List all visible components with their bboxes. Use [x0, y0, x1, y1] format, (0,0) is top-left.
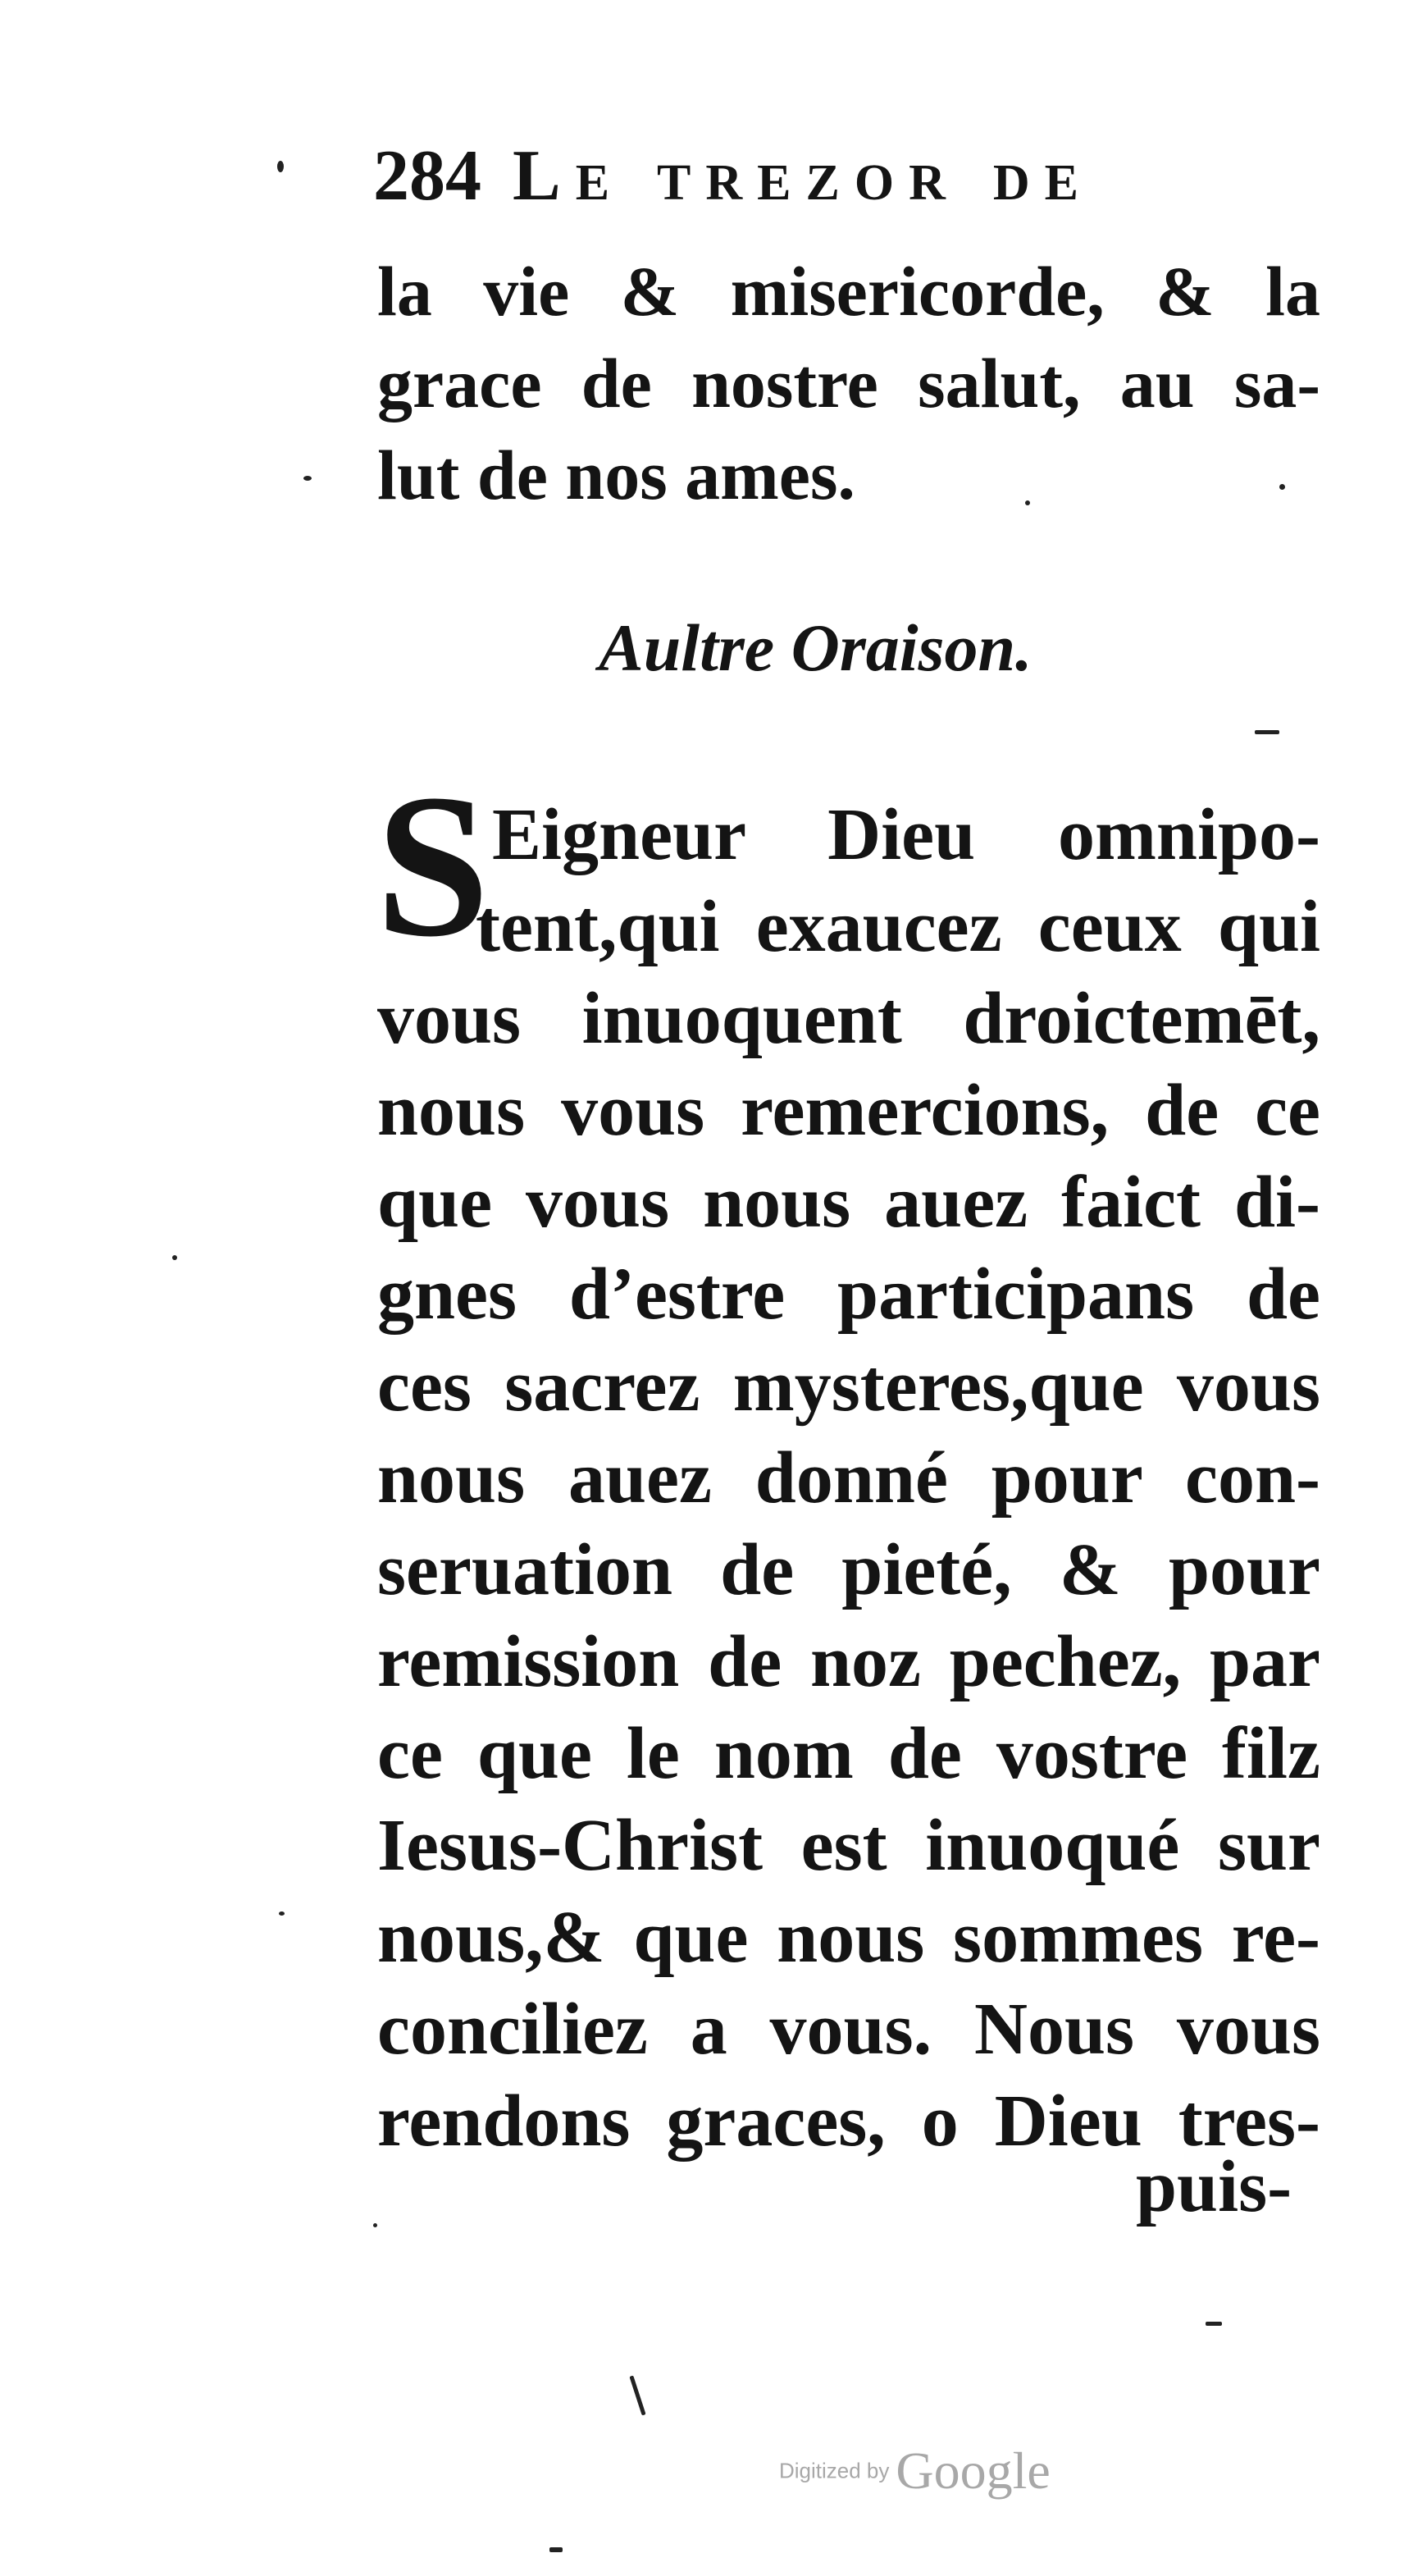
ink-speck	[303, 476, 312, 481]
google-logo: Google	[896, 2441, 1051, 2500]
page-number: 284	[373, 136, 481, 216]
ink-speck	[172, 1255, 177, 1260]
digitized-watermark	[779, 2441, 1051, 2501]
ink-speck	[279, 1911, 285, 1916]
text-line: ces sacrez mysteres,que vous	[377, 1345, 1320, 1427]
text-line: rendons graces, o Dieu tres-	[377, 2080, 1320, 2162]
ink-speck	[1025, 500, 1030, 505]
digitized-by-text: Digitized by	[779, 2458, 890, 2483]
ink-speck	[1206, 2322, 1222, 2326]
text-line: Eigneur Dieu omnipo-	[492, 794, 1320, 875]
text-line: la vie & misericorde, & la	[377, 252, 1320, 331]
ink-speck	[277, 161, 284, 172]
ink-speck	[629, 2375, 645, 2415]
text-line: remission de noz pechez, par	[377, 1621, 1320, 1702]
text-line: gnes d’estre participans de	[377, 1254, 1320, 1335]
ink-speck	[373, 2223, 377, 2227]
text-line: vous inuoquent droictemēt,	[377, 978, 1320, 1059]
text-line: nous,& que nous sommes re-	[377, 1897, 1320, 1978]
ink-speck	[1255, 730, 1279, 734]
text-line: nous auez donné pour con-	[377, 1437, 1320, 1519]
text-line: nous vous remercions, de ce	[377, 1070, 1320, 1151]
text-line: tent,qui exaucez ceux qui	[476, 886, 1320, 967]
text-line: que vous nous auez faict di-	[377, 1162, 1320, 1243]
text-line: seruation de pieté, & pour	[377, 1529, 1320, 1610]
ink-speck	[1279, 484, 1285, 490]
drop-cap: S	[376, 752, 490, 980]
running-title: Le trezor de	[513, 136, 1094, 216]
text-line: conciliez a vous. Nous vous	[377, 1989, 1320, 2070]
text-line: lut de nos ames.	[377, 436, 855, 514]
ink-speck	[549, 2547, 563, 2552]
text-line: Iesus-Christ est inuoqué sur	[377, 1805, 1320, 1886]
catchword: puis-	[1136, 2146, 1292, 2227]
text-line: grace de nostre salut, au sa-	[377, 344, 1320, 422]
section-heading: Aultre Oraison.	[599, 610, 1032, 685]
running-header	[373, 131, 1316, 222]
text-line: ce que le nom de vostre filz	[377, 1713, 1320, 1794]
